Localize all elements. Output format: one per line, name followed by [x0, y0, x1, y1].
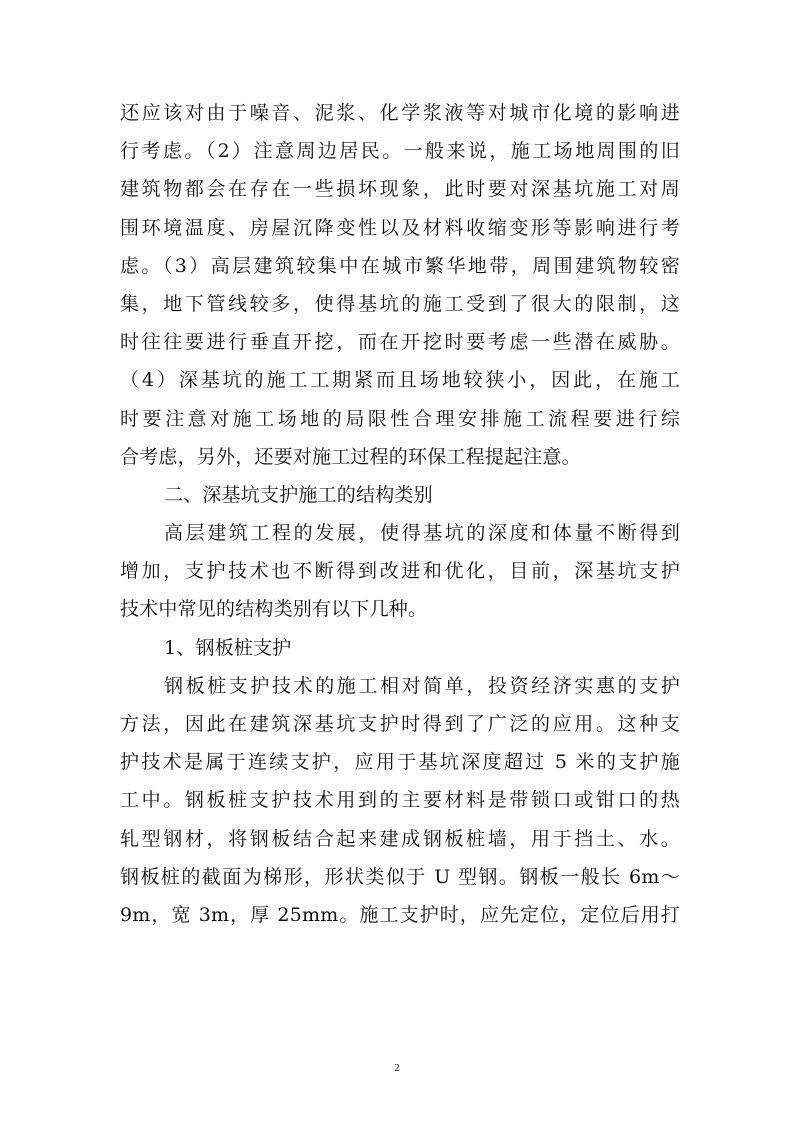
text-line: 轧型钢材，将钢板结合起来建成钢板桩墙，用于挡土、水。 [120, 827, 680, 850]
text-line: 还应该对由于噪音、泥浆、化学浆液等对城市化境的影响进 [120, 102, 680, 124]
text-line: 围环境温度、房屋沉降变性以及材料收缩变形等影响进行考 [120, 216, 680, 239]
text-line: 钢板桩支护技术的施工相对简单，投资经济实惠的支护 [164, 674, 680, 697]
text-line: 钢板桩的截面为梯形，形状类似于 U 型钢。钢板一般长 6m～ [120, 865, 680, 888]
text-line: 护技术是属于连续支护，应用于基坑深度超过 5 米的支护施 [120, 751, 680, 774]
text-line: 合考虑，另外，还要对施工过程的环保工程提起注意。 [120, 445, 581, 468]
text-line: 9m，宽 3m，厚 25mm。施工支护时，应先定位，定位后用打 [120, 903, 680, 926]
text-line: 时往往要进行垂直开挖，而在开挖时要考虑一些潜在威胁。 [120, 331, 680, 354]
document-body [120, 94, 680, 934]
text-line: 增加，支护技术也不断得到改进和优化，目前，深基坑支护 [120, 560, 680, 583]
text-line: （4）深基坑的施工工期紧而且场地较狭小，因此，在施工 [120, 369, 680, 392]
page-number: 2 [394, 1062, 400, 1074]
text-line: 技术中常见的结构类别有以下几种。 [120, 598, 428, 621]
section-heading: 二、深基坑支护施工的结构类别 [164, 483, 433, 506]
text-line: 建筑物都会在存在一些损坏现象，此时要对深基坑施工对周 [120, 178, 680, 201]
text-line: 时要注意对施工场地的局限性合理安排施工流程要进行综 [120, 407, 680, 430]
text-line: 方法，因此在建筑深基坑支护时得到了广泛的应用。这种支 [120, 713, 680, 735]
text-line: 高层建筑工程的发展，使得基坑的深度和体量不断得到 [164, 522, 680, 545]
text-line: 虑。（3）高层建筑较集中在城市繁华地带，周围建筑物较密 [120, 254, 680, 277]
text-line: 集，地下管线较多，使得基坑的施工受到了很大的限制，这 [120, 292, 680, 315]
text-line: 工中。钢板桩支护技术用到的主要材料是带锁口或钳口的热 [120, 789, 680, 812]
text-line: 行考虑。（2）注意周边居民。一般来说，施工场地周围的旧 [120, 140, 680, 163]
subsection-heading: 1、钢板桩支护 [164, 636, 292, 659]
